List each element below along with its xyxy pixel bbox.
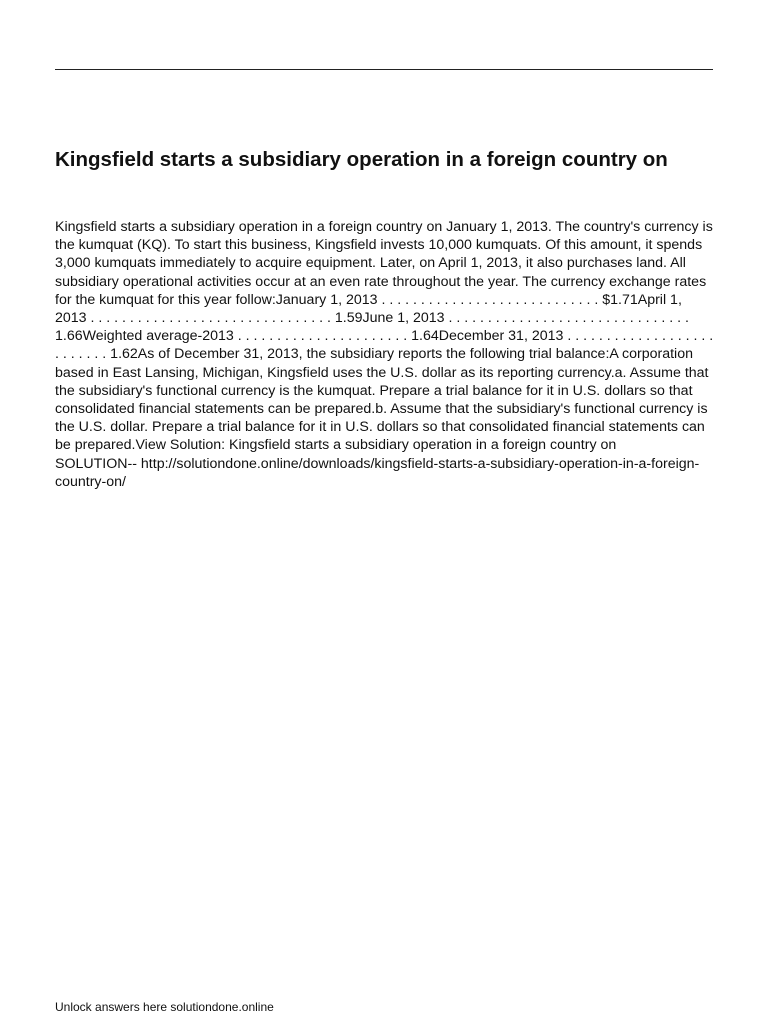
body-paragraph: Kingsfield starts a subsidiary operation in a foreign country on January 1, 2013. The country's currency is the kumquat (KQ). To start this business, Kingsfield invests 10,000 kumquats. Of this amount, it spends 3,000 kumquats immediately to acquire equipment. Later, on April 1, 2013, it also purchases land. All subsidiary operational activities occur at an even rate throughout the year. The currency exchange rates for the kumquat for this year follow:January 1, 2013 . . . . . . . . . . . . . . . . . . . . . . . . . . . . $1.71April 1, 2013 . . . . . . . . . . . . . . . . . . . . . . . . . . . . . . . 1.59June 1, 2013 . . . . . . . . . . . . . . . . . . . . . . . . . . . . . . . 1.66Weighted average-2013 . . . . . . . . . . . . . . . . . . . . . . 1.64December 31, 2013 . . . . . . . . . . . . . . . . . . . . . . . . . . 1.62As of December 31, 2013, the subsidiary reports the following trial balance:A corporation based in East Lansing, Michigan, Kingsfield uses the U.S. dollar as its reporting currency.a. Assume that the subsidiary's functional currency is the kumquat. Prepare a trial balance for it in U.S. dollars so that consolidated financial statements can be prepared.b. Assume that the subsidiary's functional currency is the U.S. dollar. Prepare a trial balance for it in U.S. dollars so that consolidated financial statements can be prepared.View Solution: Kingsfield starts a subsidiary operation in a foreign country on — [55, 219, 714, 454]
header-divider — [55, 69, 713, 70]
document-body — [55, 218, 717, 491]
footer-note: Unlock answers here solutiondone.online — [55, 1000, 274, 1014]
document-title: Kingsfield starts a subsidiary operation in a foreign country on — [55, 148, 668, 171]
solution-link[interactable]: SOLUTION-- http://solutiondone.online/downloads/kingsfield-starts-a-subsidiary-operation-in-a-foreign-country-on/ — [55, 455, 700, 490]
